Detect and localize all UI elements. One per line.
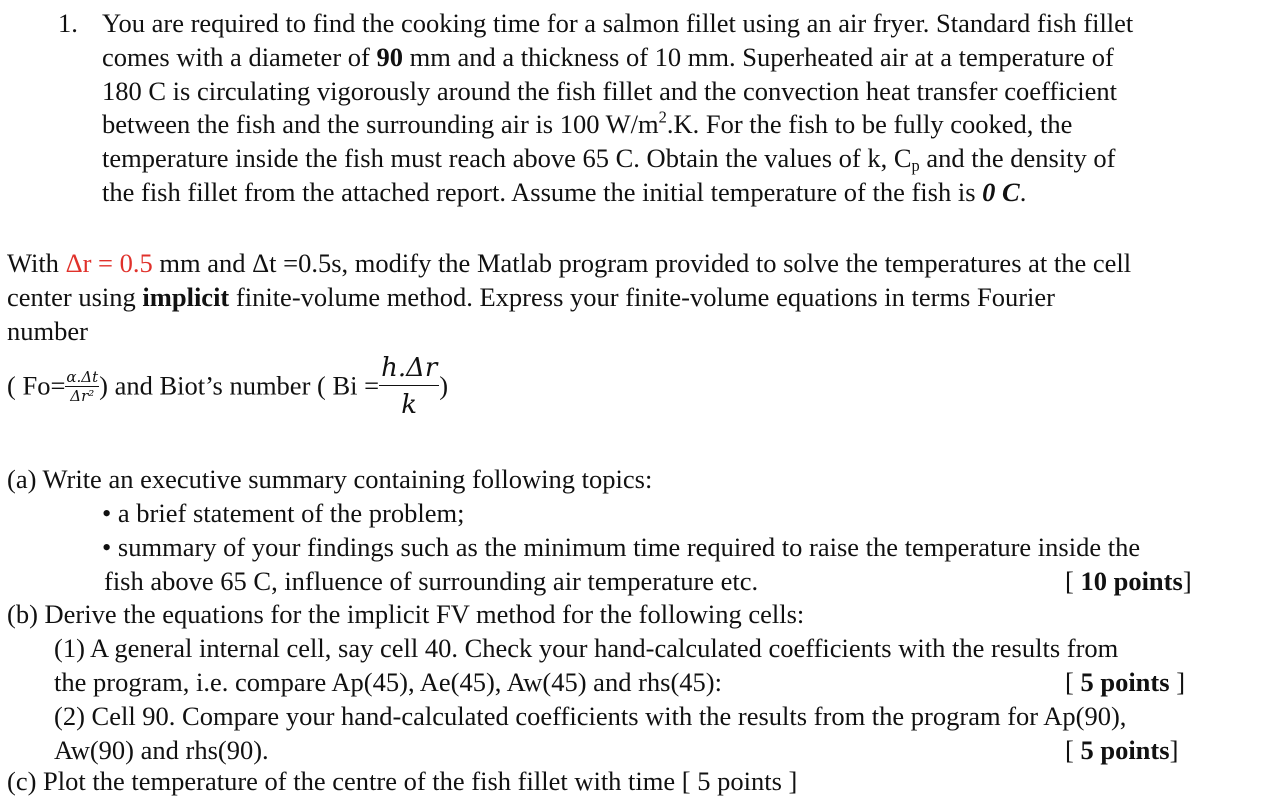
statement-line-5: temperature inside the fish must reach above 65 C. Obtain the values of k, $C_p$ and the density of xyxy=(102,143,1116,176)
part-b-item-1: (1) A general internal cell, say cell 40. Check your hand-calculated coefficients with the results from the program, i.e. compare Ap(45), Ae(45), Aw(45) and rhs(45): xyxy=(54,633,1119,697)
problem-statement xyxy=(102,7,1133,210)
part-b-heading: (b) Derive the equations for the implicit FV method for the following cells: xyxy=(7,599,805,629)
biot-number-fraction: $\frac{h.\Delta r}{k}$ xyxy=(381,353,438,420)
part-a-points: [ 10 points] xyxy=(1065,566,1192,596)
part-b-item-2: (2) Cell 90. Compare your hand-calculated coefficients with the results from the program for Ap(90), Aw(90) and rhs(90). xyxy=(54,701,1127,765)
statement-line-6: the fish fillet from the attached report. Assume the initial temperature of the fish is 0 C. xyxy=(102,176,1027,207)
part-b-item-2-points: [ 5 points] xyxy=(1065,735,1179,765)
delta-r-value: Δr = 0.5 xyxy=(65,248,153,278)
part-a-bullet-2: • summary of your findings such as the minimum time required to raise the temperature inside the fish above 65 C, influence of surrounding air temperature etc. xyxy=(102,532,1141,596)
instructions-paragraph xyxy=(7,247,1131,348)
part-a-heading: (a) Write an executive summary containing following topics: xyxy=(7,464,653,494)
implicit-keyword: implicit xyxy=(142,281,230,312)
part-a-bullet-1: • a brief statement of the problem; xyxy=(102,498,465,528)
instructions-line-2: center using implicit finite-volume method. Express your finite-volume equations in terms Fourier xyxy=(7,281,1056,312)
initial-temperature: 0 C xyxy=(982,176,1020,207)
statement-line-4: between the fish and the surrounding air is 100 $W/m^2.K$. For the fish to be fully cooked, the xyxy=(102,107,1073,140)
statement-line-3: 180 C is circulating vigorously around the fish fillet and the convection heat transfer coefficient xyxy=(102,75,1118,106)
statement-line-1: You are required to find the cooking time for a salmon fillet using an air fryer. Standard fish fillet xyxy=(102,8,1134,38)
cut-off-next-line: (c) Plot the temperature of the centre of the fish fillet with time [ 5 points ] xyxy=(7,766,798,796)
instructions-line-1: With Δr = 0.5 mm and Δt =0.5s, modify the Matlab program provided to solve the temperatures at the cell xyxy=(7,248,1132,278)
statement-line-2: comes with a diameter of 90 mm and a thickness of 10 mm. Superheated air at a temperature of xyxy=(102,41,1114,72)
diameter-value: 90 xyxy=(376,41,403,72)
part-b-item-1-points: [ 5 points ] xyxy=(1065,667,1186,697)
instructions-line-3: number xyxy=(7,315,88,346)
fourier-number-fraction: $\frac{\alpha.\Delta t}{\text{Δr²}}$ xyxy=(66,367,99,405)
question-number: 1. xyxy=(58,8,78,38)
dimensionless-numbers-formula: ( Fo= $\frac{\alpha.\Delta t}{\text{Δr²}}$ ) and Biot’s number ( Bi = $\frac{h.\Delta r}{k}$ ) xyxy=(7,353,449,420)
